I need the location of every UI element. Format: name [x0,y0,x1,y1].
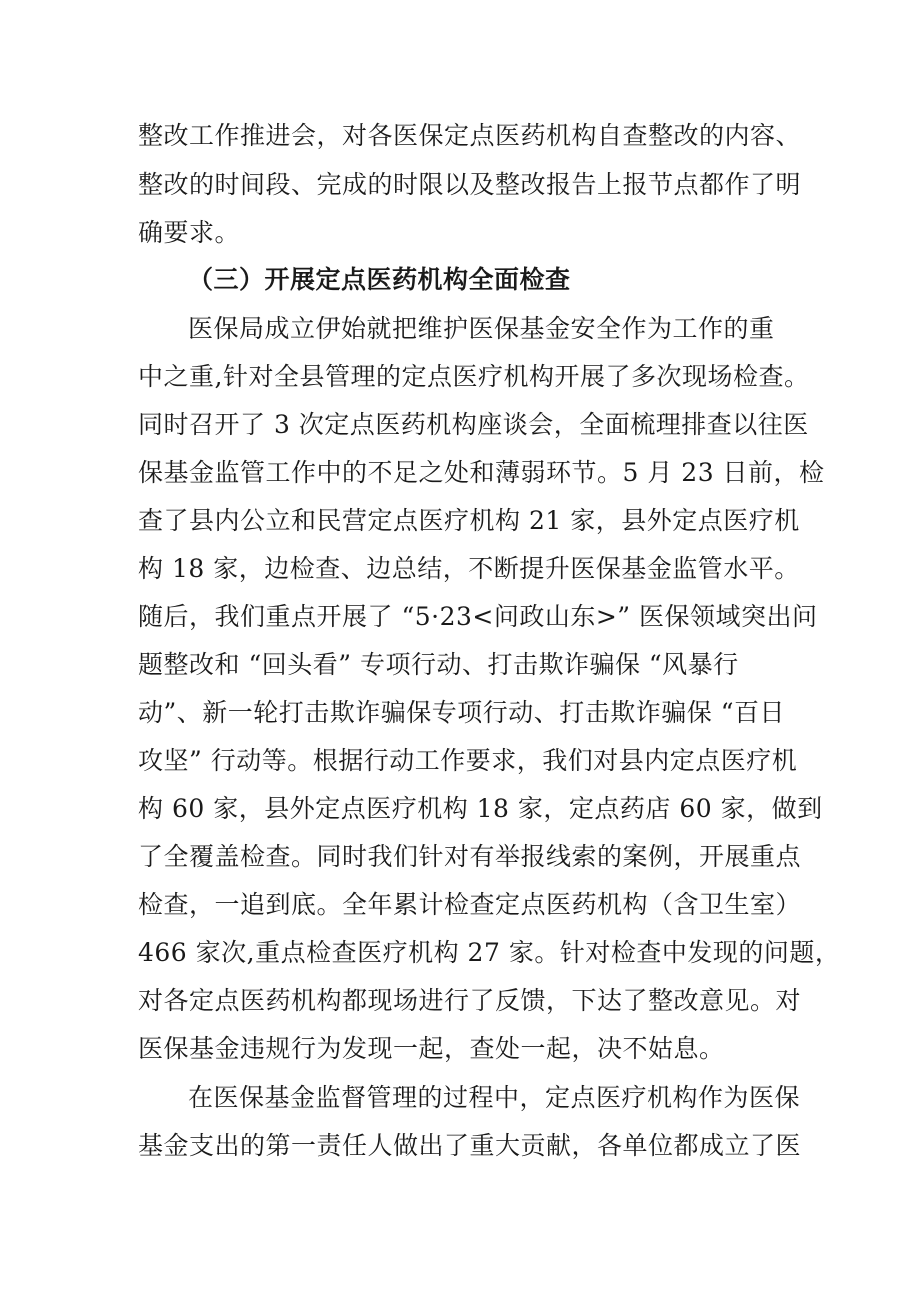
paragraph-line: 整改的时间段、完成的时限以及整改报告上报节点都作了明 [138,170,802,199]
paragraph-line: 医保局成立伊始就把维护医保基金安全作为工作的重 [188,314,775,343]
paragraph-line: 基金支出的第一责任人做出了重大贡献，各单位都成立了医 [138,1131,802,1160]
paragraph-line: 动”、新一轮打击欺诈骗保专项行动、打击欺诈骗保 “百日 [138,698,786,727]
paragraph-line: 对各定点医药机构都现场进行了反馈，下达了整改意见。对 [138,986,802,1015]
paragraph-line: 保基金监管工作中的不足之处和薄弱环节。5 月 23 日前，检 [138,458,825,487]
paragraph-line: 攻坚” 行动等。根据行动工作要求，我们对县内定点医疗机 [138,746,798,775]
paragraph-line: 题整改和 “回头看” 专项行动、打击欺诈骗保 “风暴行 [138,650,739,679]
paragraph-line: 同时召开了 3 次定点医药机构座谈会，全面梳理排查以往医 [138,410,809,439]
paragraph-line: 中之重,针对全县管理的定点医疗机构开展了多次现场检查。 [138,362,810,391]
paragraph-line: 确要求。 [138,218,241,247]
paragraph-line: 了全覆盖检查。同时我们针对有举报线索的案例，开展重点 [138,842,802,871]
paragraph-line: 在医保基金监督管理的过程中，定点医疗机构作为医保 [188,1083,801,1112]
paragraph-line: 构 18 家，边检查、边总结，不断提升医保基金监管水平。 [138,554,800,583]
paragraph-line: 随后，我们重点开展了 “5·23<问政山东>” 医保领域突出问 [138,602,818,631]
paragraph-line: 构 60 家，县外定点医疗机构 18 家，定点药店 60 家，做到 [138,794,823,823]
paragraph-line: 466 家次,重点检查医疗机构 27 家。针对检查中发现的问题， [138,938,841,967]
paragraph-line: 医保基金违规行为发现一起，查处一起，决不姑息。 [138,1034,725,1063]
paragraph-line: 整改工作推进会，对各医保定点医药机构自查整改的内容、 [138,121,802,150]
paragraph-line: 查了县内公立和民营定点医疗机构 21 家，县外定点医疗机 [138,506,800,535]
section-heading: （三）开展定点医药机构全面检查 [188,265,571,294]
paragraph-line: 检查，一追到底。全年累计检查定点医药机构（含卫生室） [138,890,802,919]
